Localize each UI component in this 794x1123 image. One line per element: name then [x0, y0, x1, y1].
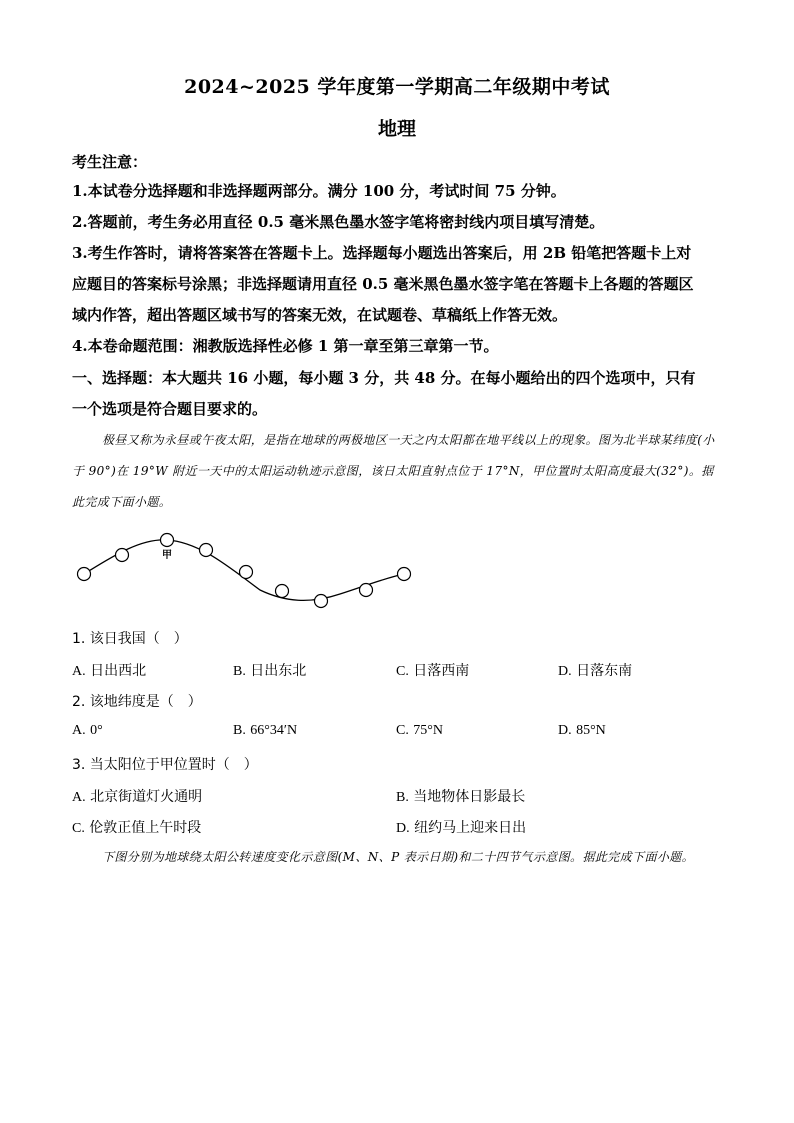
- option-letter: B.: [233, 723, 246, 738]
- option-text: 纽约马上迎来日出: [414, 820, 527, 836]
- question-1-option-c[interactable]: [396, 660, 469, 680]
- sun-position-9: [398, 568, 411, 581]
- label-jia: 甲: [162, 550, 172, 561]
- option-letter: A.: [72, 790, 86, 805]
- option-text: 北京街道灯火通明: [90, 789, 203, 805]
- option-letter: B.: [233, 664, 246, 679]
- question-1-option-a[interactable]: [72, 660, 146, 680]
- sun-position-jia: [161, 534, 174, 547]
- option-letter: D.: [558, 664, 572, 679]
- sun-path-diagram: [70, 530, 420, 610]
- question-1-option-b[interactable]: [233, 660, 306, 680]
- question-2-option-b[interactable]: [233, 722, 297, 739]
- question-2-option-c[interactable]: [396, 722, 443, 739]
- option-letter: A.: [72, 723, 86, 738]
- question-3-option-a[interactable]: [72, 786, 202, 806]
- sun-position-5: [240, 566, 253, 579]
- option-text: 75°N: [413, 723, 444, 738]
- intro-paragraph-2: 下图分别为地球绕太阳公转速度变化示意图(M、N、P 表示日期)和二十四节气示意图。据此完成下面小题。: [102, 850, 695, 864]
- option-text: 66°34′N: [250, 723, 298, 738]
- option-letter: C.: [396, 664, 409, 679]
- question-2-option-a[interactable]: [72, 722, 103, 739]
- notice-heading: 考生注意：: [72, 153, 148, 171]
- intro-paragraph-1: 极昼又称为永昼或午夜太阳，是指在地球的两极地区一天之内太阳都在地平线以上的现象。图为北半球某纬度(小于 90°)在 19°W 附近一天中的太阳运动轨迹示意图，该日太阳直射点位于 17°N，甲位置时太阳高度最大(32°)。据此完成下面小题。: [72, 433, 715, 509]
- sun-position-2: [116, 549, 129, 562]
- option-text: 伦敦正值上午时段: [89, 820, 202, 836]
- option-letter: D.: [396, 821, 410, 836]
- option-letter: C.: [72, 821, 85, 836]
- option-text: 日落西南: [413, 663, 470, 679]
- question-2-option-d[interactable]: [558, 722, 606, 739]
- option-text: 日落东南: [576, 663, 633, 679]
- notice-item-3b: 应题目的答案标号涂黑；非选择题请用直径 0.5 毫米黑色墨水签字笔在答题卡上各题的答题区: [72, 275, 694, 293]
- question-1-stem: 1. 该日我国（ ）: [72, 631, 188, 647]
- question-3-option-b[interactable]: [396, 786, 525, 806]
- option-letter: A.: [72, 664, 86, 679]
- option-text: 85°N: [576, 723, 606, 738]
- sun-position-4: [200, 544, 213, 557]
- section-heading-line2: 一个选项是符合题目要求的。: [72, 400, 268, 418]
- option-text: 当地物体日影最长: [413, 789, 526, 805]
- option-text: 日出西北: [90, 663, 147, 679]
- sun-position-8: [360, 584, 373, 597]
- option-text: 日出东北: [250, 663, 307, 679]
- option-letter: B.: [396, 790, 409, 805]
- sun-position-7: [315, 595, 328, 608]
- notice-item-3a: 3.考生作答时，请将答案答在答题卡上。选择题每小题选出答案后，用 2B 铅笔把答题卡上对: [72, 244, 692, 262]
- question-3-option-d[interactable]: [396, 817, 526, 837]
- sun-position-1: [78, 568, 91, 581]
- question-2-stem: 2. 该地纬度是（ ）: [72, 694, 202, 710]
- section-heading-line1: 一、选择题：本大题共 16 小题，每小题 3 分，共 48 分。在每小题给出的四个选项中，只有: [72, 369, 696, 387]
- notice-item-1: 1.本试卷分选择题和非选择题两部分。满分 100 分，考试时间 75 分钟。: [72, 182, 566, 200]
- exam-subject: 地理: [377, 118, 416, 140]
- exam-title: 2024~2025 学年度第一学期高二年级期中考试: [184, 76, 610, 98]
- sun-position-6: [276, 585, 289, 598]
- option-letter: C.: [396, 723, 409, 738]
- notice-item-4: 4.本卷命题范围：湘教版选择性必修 1 第一章至第三章第一节。: [72, 337, 499, 355]
- question-3-stem: 3. 当太阳位于甲位置时（ ）: [72, 757, 258, 773]
- notice-item-2: 2.答题前，考生务必用直径 0.5 毫米黑色墨水签字笔将密封线内项目填写清楚。: [72, 213, 605, 231]
- option-letter: D.: [558, 723, 572, 738]
- notice-item-3c: 域内作答，超出答题区域书写的答案无效，在试题卷、草稿纸上作答无效。: [72, 306, 568, 324]
- question-3-option-c[interactable]: [72, 817, 201, 837]
- question-1-option-d[interactable]: [558, 660, 632, 680]
- option-text: 0°: [90, 723, 103, 738]
